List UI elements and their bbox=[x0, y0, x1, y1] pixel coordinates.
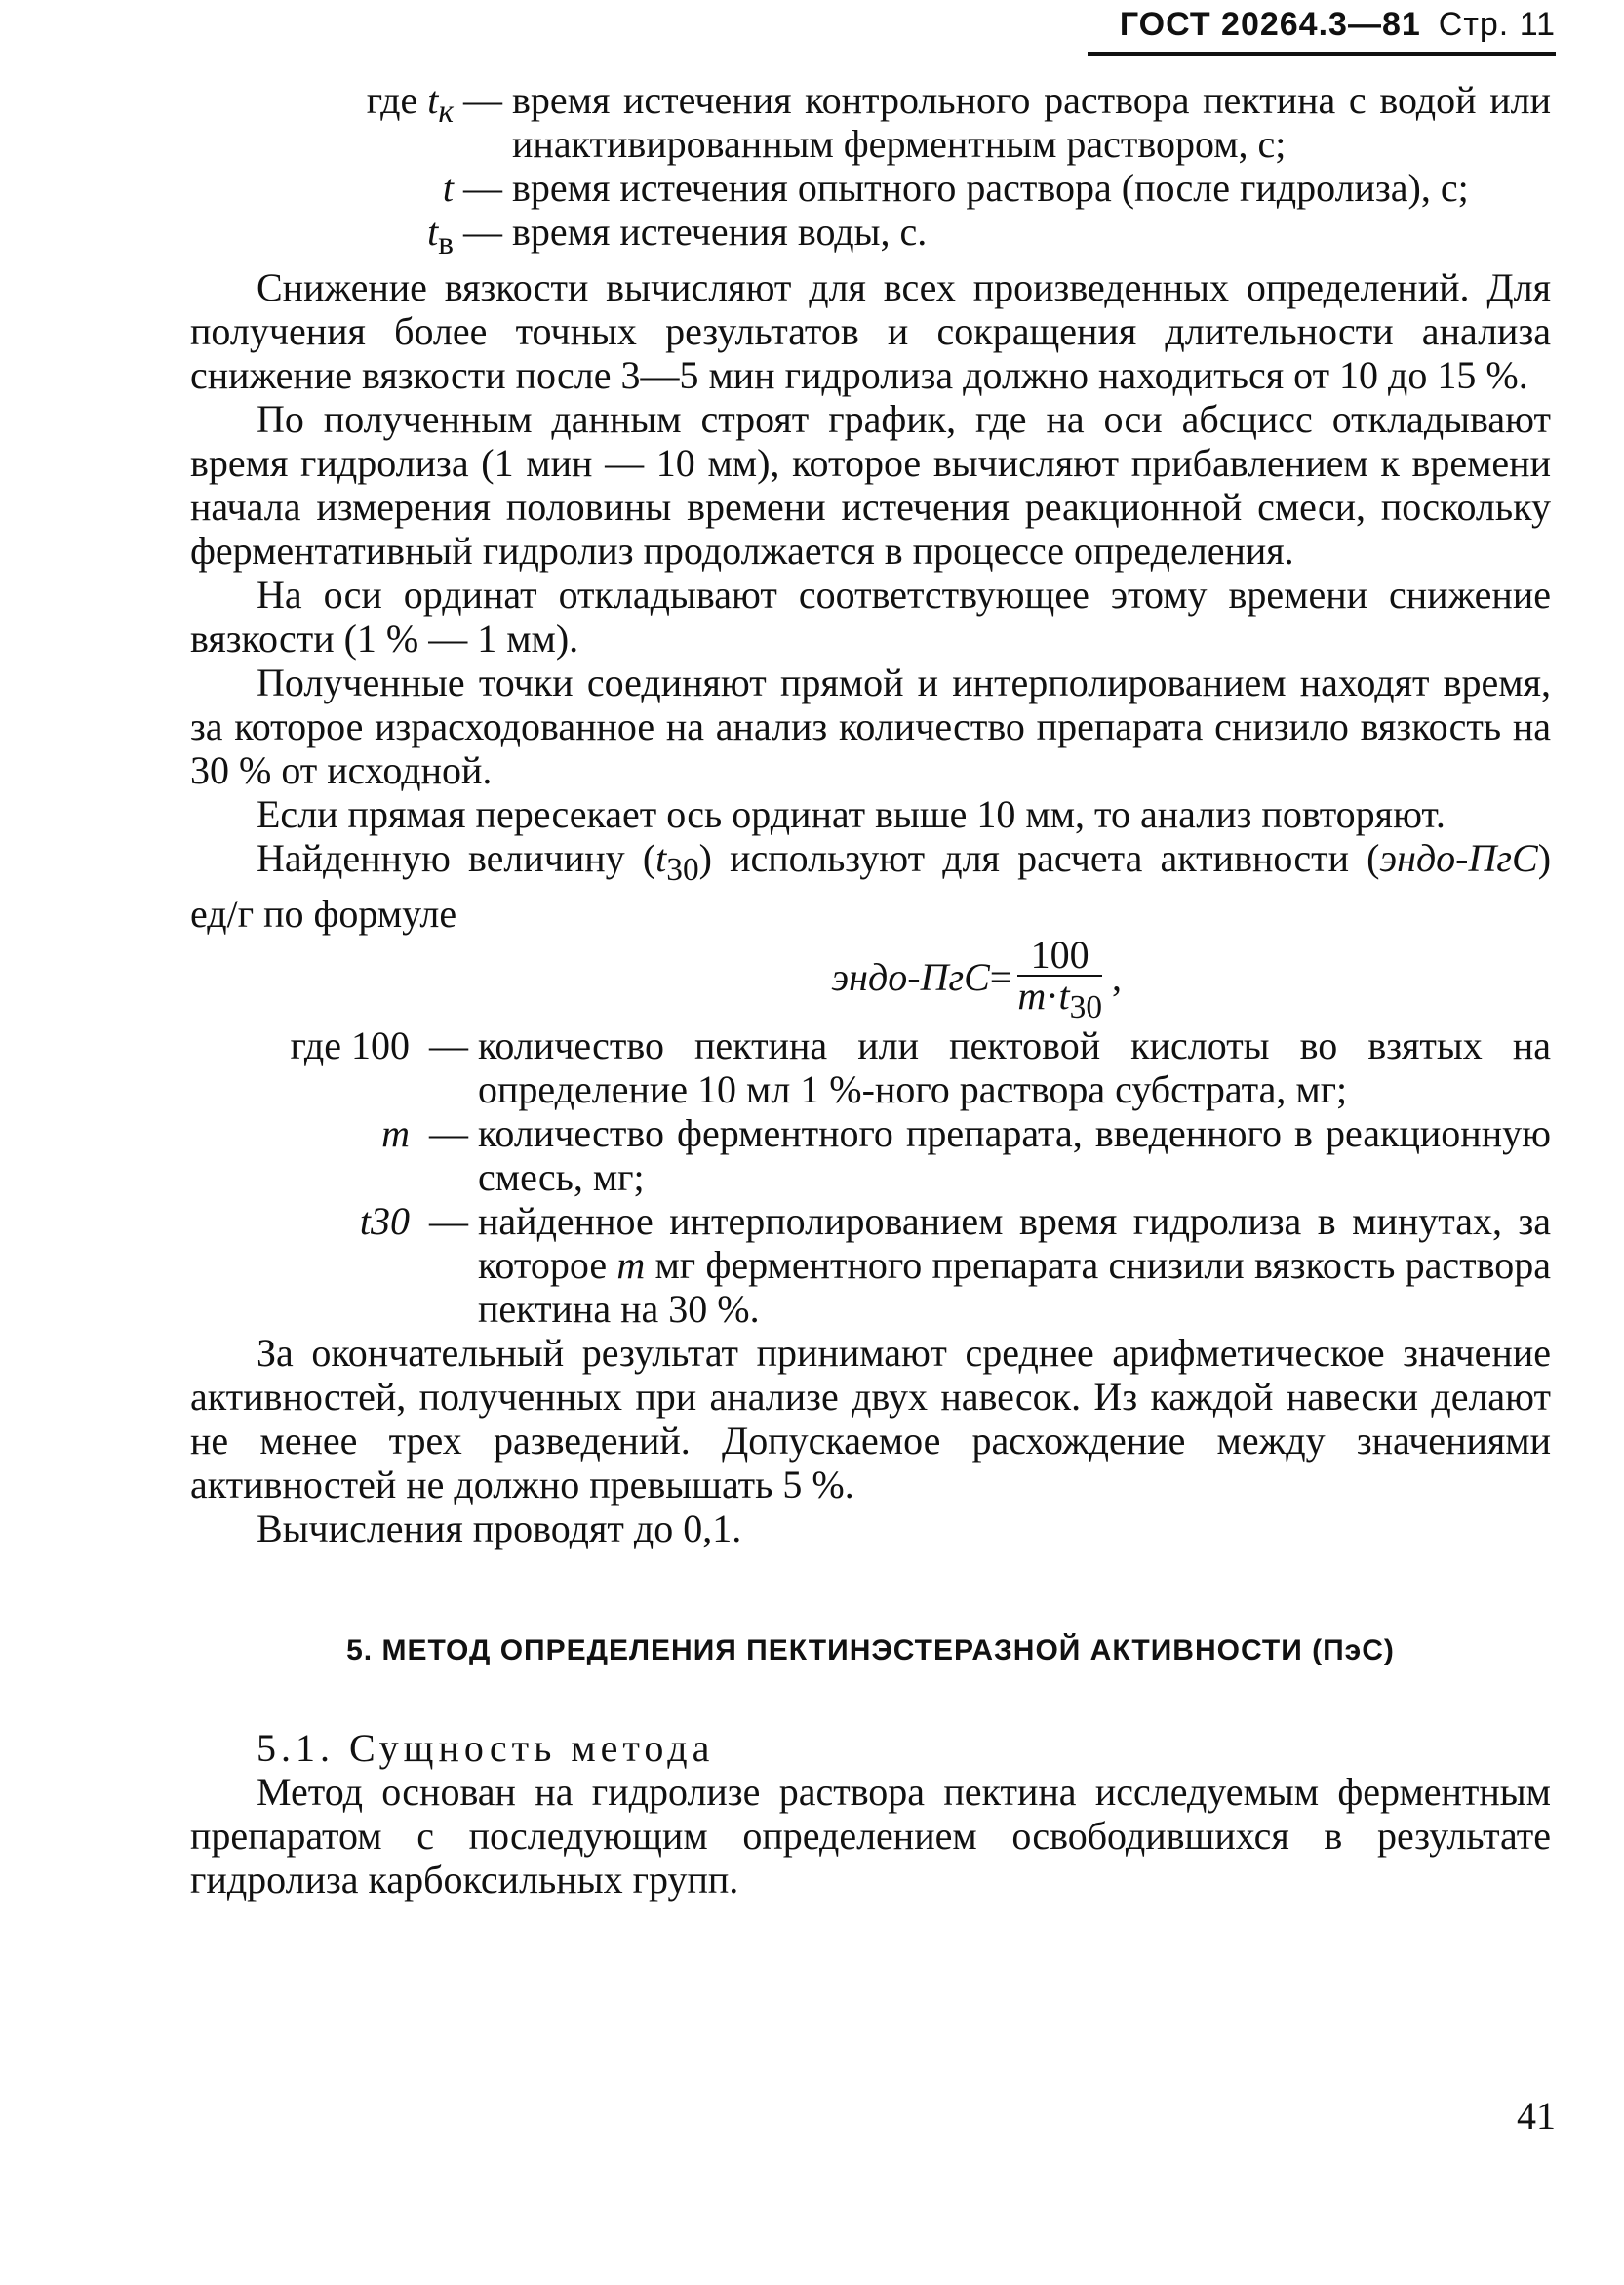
page-label: Стр. 11 bbox=[1438, 6, 1556, 43]
subsection-heading: 5.1. Сущность метода bbox=[257, 1726, 715, 1770]
definition-t: t — время истечения опытного раствора (после гидролиза), с; bbox=[190, 166, 1551, 210]
definition-t30: t30 — найденное интерполированием время гидролиза в минутах, за которое m мг ферментного препарата снизили вязкость раствора пектина на 30 %. bbox=[359, 1199, 1551, 1331]
paragraph: Полученные точки соединяют прямой и интерполированием находят время, за которое израсходованное на анализ количество препарата снизило вязкость на 30 % от исходной. bbox=[190, 661, 1551, 792]
formula: эндо-ПгС= $\frac{100}{m\cdot t_{30}}$ , bbox=[831, 933, 1122, 1025]
definition-100: где 100 — количество пектина или пектовой кислоты во взятых на определение 10 мл 1 %-ного раствора субстрата, мг; bbox=[290, 1023, 1551, 1111]
paragraph: Вычисления проводят до 0,1. bbox=[257, 1506, 742, 1550]
page-header bbox=[1088, 6, 1556, 56]
definition-tk: где $t_к$ — время истечения контрольного раствора пектина с водой или инактивированным ферментным раствором, с; bbox=[366, 78, 1551, 166]
formula-lhs: эндо-ПгС bbox=[831, 955, 990, 1000]
paragraph: По полученным данным строят график, где на оси абсцисс откладывают время гидролиза (1 мин — 10 мм), которое вычисляют прибавлением к времени начала измерения половины времени истечения реакционной смеси, поскольку ферментативный гидролиз продолжается в процессе определения. bbox=[190, 397, 1551, 573]
formula-intro: Найденную величину $(t_{30})$ используют для расчета активности (эндо-ПгС) ед/г по формуле bbox=[190, 836, 1552, 936]
definition-tv: $t_в$ — время истечения воды, с. bbox=[190, 210, 1551, 265]
formula-fraction bbox=[1017, 933, 1102, 1027]
definition-text: время истечения опытного раствора (после гидролиза), с; bbox=[512, 166, 1469, 210]
definition-text: количество ферментного препарата, введенного в реакционную смесь, мг; bbox=[478, 1111, 1551, 1199]
definition-text: время истечения контрольного раствора пектина с водой или инактивированным ферментным раствором, с; bbox=[512, 78, 1551, 166]
paragraph: На оси ординат откладывают соответствующее этому времени снижение вязкости (1 % — 1 мм). bbox=[190, 573, 1551, 661]
body-text bbox=[190, 78, 1551, 1902]
numerator: 100 bbox=[1017, 936, 1102, 977]
definition-text: количество пектина или пектовой кислоты во взятых на определение 10 мл 1 %-ного раствора субстрата, мг; bbox=[478, 1023, 1551, 1111]
section-title: 5. МЕТОД ОПРЕДЕЛЕНИЯ ПЕКТИНЭСТЕРАЗНОЙ АКТИВНОСТИ (ПэС) bbox=[346, 1634, 1395, 1666]
denominator: $m\cdot t_{30}$ bbox=[1017, 974, 1102, 1025]
paragraph: Снижение вязкости вычисляют для всех произведенных определений. Для получения более точных результатов и сокращения длительности анализа снижение вязкости после 3—5 мин гидролиза должно находиться от 10 до 15 %. bbox=[190, 265, 1551, 397]
definition-text: время истечения воды, с. bbox=[512, 210, 928, 254]
paragraph: За окончательный результат принимают среднее арифметическое значение активностей, полученных при анализе двух навесок. Из каждой навески делают не менее трех разведений. Допускаемое расхождение между значениями активностей не должно превышать 5 %. bbox=[190, 1331, 1551, 1506]
definition-m: m — количество ферментного препарата, введенного в реакционную смесь, мг; bbox=[381, 1111, 1551, 1199]
paragraph: Метод основан на гидролизе раствора пектина исследуемым ферментным препаратом с последующим определением освободившихся в результате гидролиза карбоксильных групп. bbox=[190, 1770, 1551, 1902]
page-number: 41 bbox=[1517, 2094, 1556, 2138]
definition-text: найденное интерполированием время гидролиза в минутах, за которое m мг ферментного препарата снизили вязкость раствора пектина на 30 %. bbox=[478, 1199, 1551, 1331]
paragraph: Если прямая пересекает ось ординат выше 10 мм, то анализ повторяют. bbox=[257, 792, 1446, 836]
doc-code: ГОСТ 20264.3—81 bbox=[1119, 6, 1421, 43]
